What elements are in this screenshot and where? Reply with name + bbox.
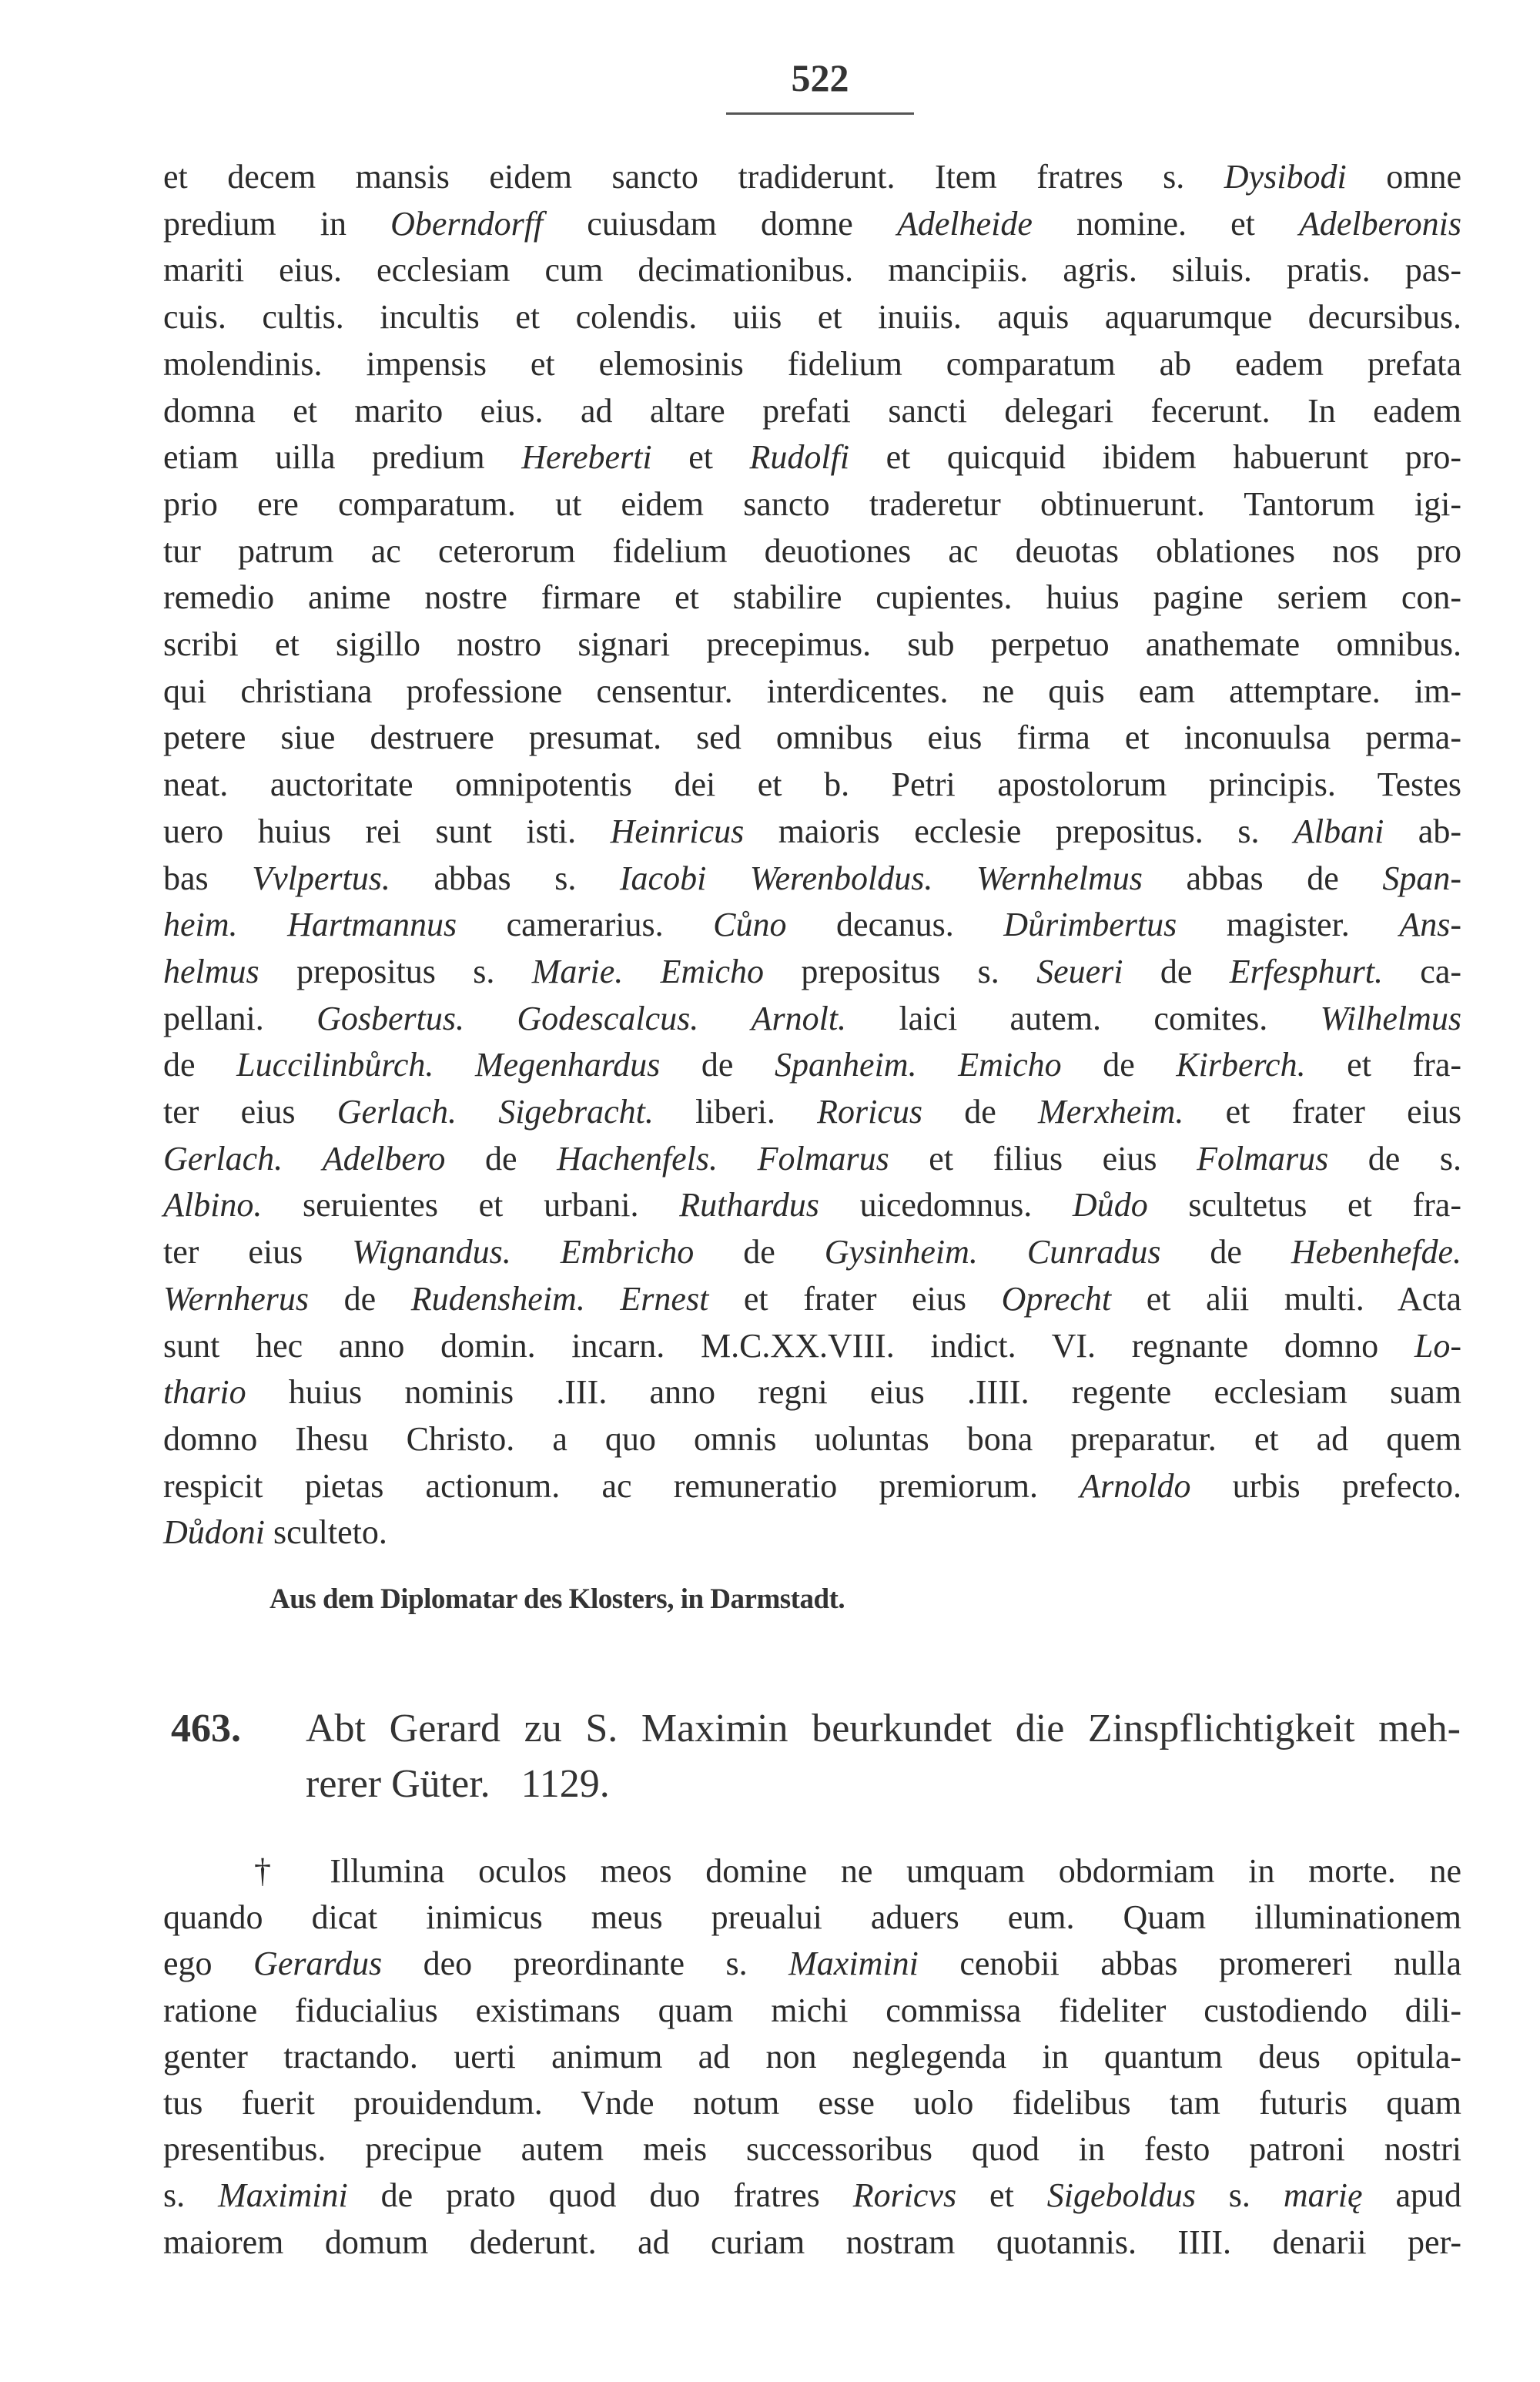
text-line [163, 294, 1461, 340]
italic-name: Roricvs [852, 2176, 957, 2215]
italic-name: Adelbero [322, 1139, 446, 1178]
italic-name: Maximini [218, 2176, 348, 2215]
text-run: ab- [1384, 812, 1461, 850]
italic-name: Luccilinbůrch. [236, 1046, 434, 1084]
italic-name: Hereberti [521, 438, 652, 477]
italic-name: Dysibodi [1224, 158, 1347, 196]
italic-name: Albino. [163, 1186, 263, 1225]
italic-name: Merxheim. [1038, 1093, 1184, 1131]
text-run: ratione fiducialius existimans quam michi commissa fideliter custodiendo dili- [163, 1991, 1461, 2029]
text-run: et frater eius [708, 1279, 1002, 1318]
italic-name: Albani [1293, 812, 1384, 850]
text-run: petere siue destruere presumat. sed omnibus eius firma et inconuulsa perma- [163, 719, 1461, 757]
text-line [163, 715, 1461, 761]
text-run: de [922, 1093, 1039, 1131]
text-line [163, 902, 1461, 948]
italic-name: Seueri [1036, 952, 1123, 990]
text-run: de [445, 1139, 557, 1178]
text-line [254, 1848, 1461, 1895]
text-run: predium in [163, 204, 391, 243]
italic-name: Embricho [560, 1233, 695, 1271]
italic-name: Emicho [660, 952, 765, 990]
text-line [163, 762, 1461, 808]
italic-name: Ans- [1399, 906, 1461, 944]
italic-name: heim. [163, 906, 238, 944]
italic-name: Maximini [788, 1945, 919, 1983]
text-line [163, 434, 1461, 481]
text-run: bas [163, 859, 253, 897]
italic-name: Gerlach. [163, 1139, 283, 1178]
text-run: tur patrum ac ceterorum fidelium deuotiones ac deuotas oblationes nos pro [163, 531, 1461, 570]
text-run: quando dicat inimicus meus preualui aduers eum. Quam illuminationem [163, 1898, 1461, 1937]
text-line [163, 1182, 1461, 1228]
text-run: et filius eius [889, 1139, 1197, 1178]
text-run [238, 906, 288, 943]
text-run: scribi et sigillo nostro signari precepimus. sub perpetuo anathemate omnibus. [163, 625, 1461, 663]
text-run: molendinis. impensis et elemosinis fidelium comparatum ab eadem prefata [163, 344, 1461, 383]
italic-name: Sigeboldus [1046, 2176, 1196, 2215]
italic-name: Kirberch. [1176, 1046, 1306, 1084]
text-run: sunt hec anno domin. incarn. M.C.XX.VIII. indict. VI. regnante domno [163, 1326, 1414, 1365]
text-line [163, 1323, 1461, 1369]
text-run [932, 859, 976, 897]
page-number: 522 [791, 56, 849, 99]
text-line [163, 1276, 1461, 1322]
text-line [163, 1463, 1461, 1509]
text-run: domna et marito eius. ad altare prefati sancti delegari fecerunt. In eadem [163, 391, 1461, 430]
italic-name: Emicho [958, 1046, 1062, 1084]
italic-name: Důdoni [163, 1513, 265, 1552]
text-line [163, 154, 1461, 200]
text-run: et [651, 438, 750, 477]
text-line [163, 201, 1461, 247]
text-run: respicit pietas actionum. ac remuneratio premiorum. [163, 1466, 1080, 1505]
text-run: domno Ihesu Christo. a quo omnis uoluntas bona preparatur. et ad quem [163, 1419, 1461, 1458]
text-run: remedio anime nostre firmare et stabilire cupientes. huius pagine seriem con- [163, 578, 1461, 617]
text-line [163, 528, 1461, 575]
italic-name: Adelberonis [1299, 204, 1462, 243]
italic-name: Oprecht [1001, 1279, 1112, 1318]
text-run [511, 1233, 561, 1271]
text-run: liberi. [653, 1093, 818, 1131]
italic-name: Wignandus. [352, 1233, 511, 1271]
text-run: magister. [1177, 906, 1400, 944]
italic-name: Arnoldo [1080, 1466, 1191, 1505]
text-run: et quicquid ibidem habuerunt pro- [849, 438, 1461, 477]
text-line [163, 949, 1461, 995]
text-line [163, 1509, 1461, 1556]
text-line [163, 1988, 1461, 2034]
text-line [163, 481, 1461, 528]
text-run: † Illumina oculos meos domine ne umquam obdormiam in morte. ne [254, 1852, 1461, 1890]
italic-name: Hebenhefde. [1291, 1233, 1461, 1271]
text-line [163, 621, 1461, 668]
text-run: cenobii abbas promereri nulla [918, 1945, 1461, 1983]
text-run: etiam uilla predium [163, 438, 522, 477]
italic-name: helmus [163, 952, 259, 990]
text-run: de s. [1328, 1139, 1462, 1178]
text-line [163, 1089, 1461, 1135]
text-run: maioris ecclesie prepositus. s. [744, 812, 1294, 850]
text-run: laici autem. comites. [846, 999, 1321, 1037]
italic-name: Wernhelmus [976, 859, 1143, 897]
italic-name: Spanheim. [775, 1046, 917, 1084]
italic-name: Důrimbertus [1003, 906, 1177, 944]
text-line [163, 1042, 1461, 1088]
italic-name: Heinricus [610, 812, 745, 850]
text-run: genter tractando. uerti animum ad non neglegenda in quantum deus opitula- [163, 2037, 1461, 2075]
text-line [163, 2220, 1461, 2266]
text-run: tus fuerit prouidendum. Vnde notum esse uolo fidelibus tam futuris quam [163, 2084, 1461, 2122]
text-line [163, 2034, 1461, 2080]
text-line [163, 809, 1461, 855]
italic-name: Folmarus [757, 1139, 889, 1178]
text-run: cuis. cultis. incultis et colendis. uiis et inuiis. aquis aquarumque decursibus. [163, 298, 1461, 337]
italic-name: Span- [1382, 859, 1461, 897]
italic-name: Cůno [713, 906, 787, 944]
text-line [163, 2080, 1461, 2126]
italic-name: Marie. [531, 952, 624, 990]
text-run: uero huius rei sunt isti. [163, 812, 611, 850]
text-run: maiorem domum dederunt. ad curiam nostram quotannis. IIII. denarii per- [163, 2223, 1461, 2261]
text-run: s. [163, 2176, 219, 2215]
text-run [718, 1140, 758, 1178]
text-run: de [1160, 1233, 1291, 1271]
italic-name: Rudensheim. [410, 1279, 585, 1318]
italic-name: Oberndorff [390, 204, 544, 243]
text-run: s. [1195, 2176, 1284, 2215]
italic-name: Arnolt. [751, 999, 847, 1037]
italic-name: Godescalcus. [517, 999, 699, 1037]
text-run: omne [1346, 158, 1461, 196]
text-line [163, 856, 1461, 902]
italic-name: Erfesphurt. [1229, 952, 1383, 990]
text-run [698, 1000, 751, 1037]
text-run: ter eius [163, 1093, 337, 1131]
text-run: huius nominis .III. anno regni eius .IIII. regente ecclesiam suam [246, 1373, 1461, 1412]
text-line [163, 575, 1461, 621]
italic-name: Gerlach. [336, 1093, 457, 1131]
text-run: camerarius. [457, 906, 714, 944]
text-run: et frater eius [1183, 1093, 1461, 1131]
text-line [163, 668, 1461, 715]
italic-name: Gysinheim. [824, 1233, 978, 1271]
italic-name: Folmarus [1197, 1139, 1329, 1178]
text-run: et [956, 2176, 1047, 2215]
text-run [585, 1280, 621, 1318]
text-line [163, 341, 1461, 387]
document-title-line-2 [306, 1757, 610, 1811]
italic-name: thario [163, 1373, 246, 1412]
text-run: cuiusdam domne [543, 204, 897, 243]
text-run: pellani. [163, 999, 317, 1037]
source-note: Aus dem Diplomatar des Klosters, in Darmstadt. [270, 1583, 845, 1615]
text-line [163, 996, 1461, 1042]
text-line [163, 1416, 1461, 1462]
italic-name: Cunradus [1026, 1233, 1161, 1271]
header-rule [726, 112, 914, 115]
text-line [163, 1941, 1461, 1987]
text-line [163, 1136, 1461, 1182]
italic-name: Adelheide [896, 204, 1033, 243]
italic-name: Lo- [1414, 1326, 1461, 1365]
text-run: de [1123, 952, 1230, 990]
text-run [283, 1140, 323, 1178]
text-run: decanus. [786, 906, 1004, 944]
italic-name: Gerardus [253, 1945, 383, 1983]
italic-name: Hachenfels. [557, 1139, 718, 1178]
text-line [163, 247, 1461, 293]
italic-name: Sigebracht. [498, 1093, 654, 1131]
text-run: presentibus. precipue autem meis successoribus quod in festo patroni nostri [163, 2130, 1461, 2169]
text-run: uicedomnus. [819, 1186, 1073, 1225]
text-run: de [660, 1046, 775, 1084]
text-run [623, 953, 660, 990]
italic-name: marię [1283, 2176, 1363, 2215]
italic-name: Roricus [817, 1093, 923, 1131]
text-run: abbas s. [390, 859, 620, 897]
text-run: sculteto. [265, 1513, 387, 1552]
text-line [163, 2173, 1461, 2219]
text-run: prepositus s. [764, 952, 1037, 990]
text-run: urbis prefecto. [1190, 1466, 1461, 1505]
text-run: ter eius [163, 1233, 353, 1271]
text-line [163, 388, 1461, 434]
text-run: deo preordinante s. [382, 1945, 789, 1983]
text-line [163, 1895, 1461, 1941]
document-year: 1129. [521, 1762, 610, 1806]
document-title-line-1: Abt Gerard zu S. Maximin beurkundet die Zinspflichtigkeit meh- [306, 1707, 1461, 1750]
text-run: de [163, 1046, 237, 1084]
text-run: de [1061, 1046, 1177, 1084]
text-run: qui christiana professione censentur. interdicentes. ne quis eam attemptare. im- [163, 672, 1461, 710]
text-run: neat. auctoritate omnipotentis dei et b. Petri apostolorum principis. Testes [163, 766, 1461, 804]
text-run [434, 1046, 475, 1084]
text-run [978, 1233, 1027, 1271]
text-run: et fra- [1305, 1046, 1462, 1084]
text-run: et decem mansis eidem sancto tradiderunt. Item fratres s. [163, 158, 1224, 196]
text-run [917, 1046, 959, 1084]
text-run: de [694, 1233, 825, 1271]
italic-name: Gosbertus. [316, 999, 465, 1037]
italic-name: Ernest [620, 1279, 709, 1318]
text-run: apud [1362, 2176, 1462, 2215]
text-run: scultetus et fra- [1147, 1186, 1461, 1225]
text-run [464, 1000, 517, 1037]
text-run: de prato quod duo fratres [347, 2176, 853, 2215]
text-run: seruientes et urbani. [262, 1186, 680, 1225]
text-line [163, 1229, 1461, 1275]
text-run: prio ere comparatum. ut eidem sancto traderetur obtinuerunt. Tantorum igi- [163, 484, 1461, 523]
document-number: 463. [171, 1707, 241, 1750]
text-run: abbas de [1142, 859, 1383, 897]
italic-name: Wernherus [163, 1279, 310, 1318]
text-run: ca- [1382, 952, 1462, 990]
italic-name: Megenhardus [474, 1046, 661, 1084]
text-run: prepositus s. [259, 952, 532, 990]
italic-name: Rudolfi [749, 438, 850, 477]
text-run: mariti eius. ecclesiam cum decimationibus. mancipiis. agris. siluis. pratis. pas- [163, 251, 1461, 290]
text-run: et alii multi. Acta [1111, 1279, 1461, 1318]
italic-name: Iacobi Werenboldus. [619, 859, 933, 897]
italic-name: Wilhelmus [1320, 999, 1461, 1037]
text-run: de [309, 1279, 411, 1318]
italic-name: Ruthardus [679, 1186, 819, 1225]
text-run [457, 1093, 498, 1131]
text-line [163, 2126, 1461, 2173]
text-line [163, 1369, 1461, 1415]
italic-name: Vvlpertus. [252, 859, 390, 897]
text-run: ego [163, 1945, 254, 1983]
italic-name: Důdo [1072, 1186, 1148, 1225]
italic-name: Hartmannus [287, 906, 457, 944]
text-run: nomine. et [1032, 204, 1300, 243]
document-title-text: rerer Güter. [306, 1762, 490, 1806]
